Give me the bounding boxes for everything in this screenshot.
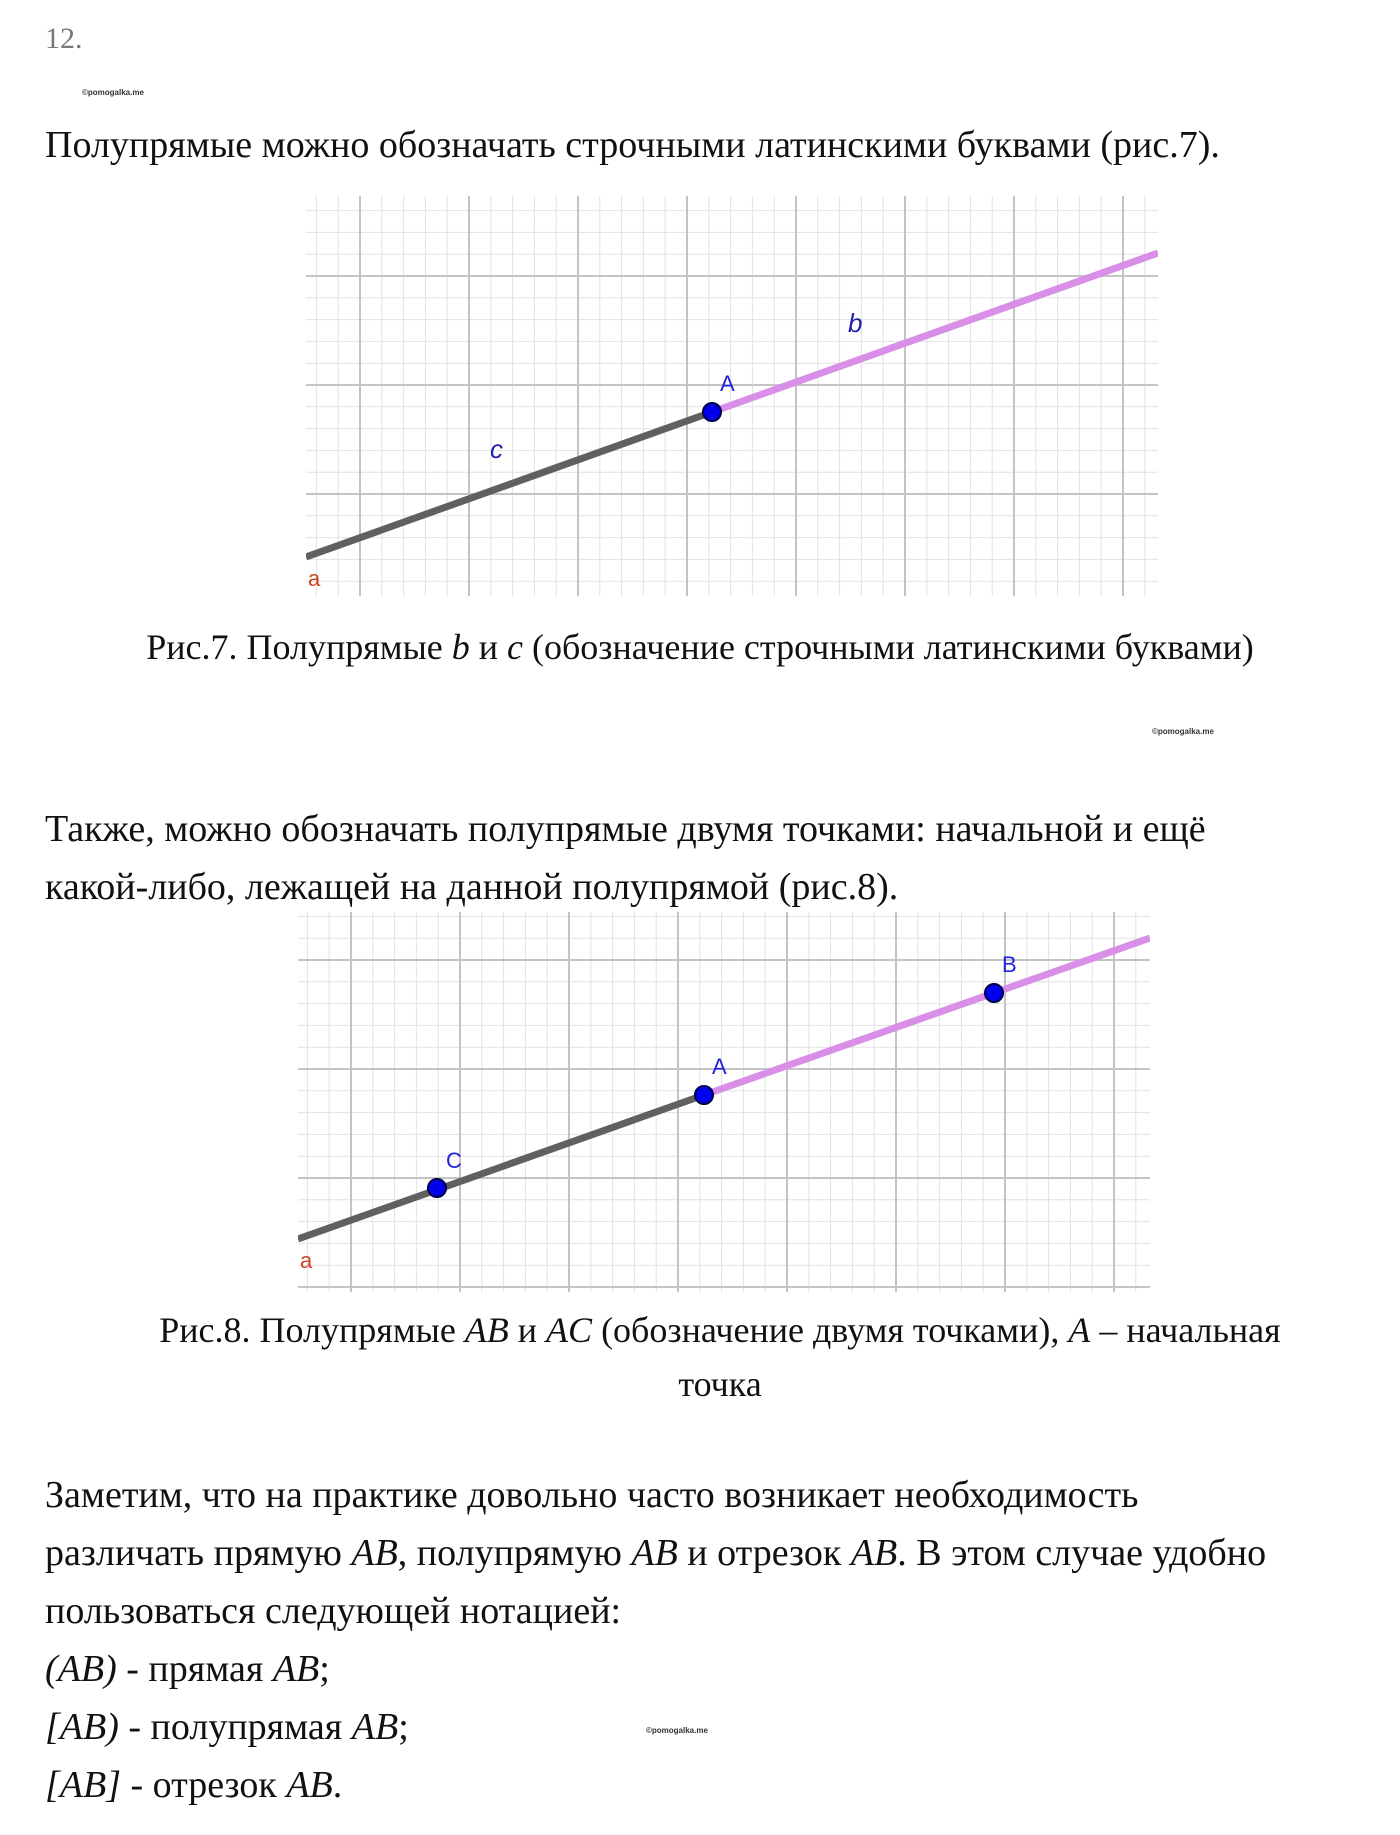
- watermark: ©pomogalka.me: [646, 1726, 708, 1735]
- notation-symbol: [AB]: [45, 1764, 121, 1806]
- ray-ab: [704, 938, 1150, 1095]
- caption-7-b: b: [451, 627, 470, 667]
- notation-line-3: [45, 1756, 1375, 1814]
- notation-end: .: [332, 1764, 343, 1806]
- caption-7-c: c: [507, 627, 523, 667]
- caption-7-rest: (обозначение строчными латинскими буквами): [523, 627, 1254, 667]
- point-a: [695, 1086, 713, 1104]
- caption-8: [0, 1303, 1400, 1411]
- notation-name: AB: [272, 1648, 320, 1690]
- paragraph-1: Полупрямые можно обозначать строчными латинскими буквами (рис.7).: [45, 124, 1220, 166]
- notation-text: - полупрямая: [118, 1706, 352, 1748]
- notation-symbol: (AB): [45, 1648, 117, 1690]
- caption-7-and: и: [469, 627, 508, 667]
- point-b: [985, 984, 1003, 1002]
- text-span: различать прямую: [45, 1532, 352, 1574]
- paragraph-3-line-2: [45, 1524, 1375, 1582]
- text-span: . В этом случае удобно: [897, 1532, 1267, 1574]
- point-a: [703, 403, 721, 421]
- caption-8-lead: Рис.8. Полупрямые: [159, 1310, 465, 1350]
- caption-8-ac: AC: [546, 1310, 593, 1350]
- paragraph-2-line-1: Также, можно обозначать полупрямые двумя точками: начальной и ещё: [45, 808, 1206, 850]
- point-b-label: B: [1002, 952, 1017, 977]
- caption-7-lead: Рис.7. Полупрямые: [146, 627, 452, 667]
- caption-7: [0, 620, 1400, 674]
- notation-end: ;: [319, 1648, 330, 1690]
- ray-b-label: b: [848, 308, 863, 338]
- caption-8-line-1: [0, 1303, 1400, 1357]
- notation-end: ;: [398, 1706, 409, 1748]
- notation-line-1: [45, 1640, 1375, 1698]
- notation-name: AB: [351, 1706, 399, 1748]
- text-span: , полупрямую: [397, 1532, 632, 1574]
- caption-8-and: и: [508, 1310, 547, 1350]
- paragraph-3-line-1: Заметим, что на практике довольно часто возникает необходимость: [45, 1474, 1139, 1516]
- point-a-label: A: [712, 1054, 727, 1079]
- notation-line-2: [45, 1698, 1375, 1756]
- watermark: ©pomogalka.me: [82, 88, 144, 97]
- ray-c-label: c: [490, 434, 503, 464]
- caption-8-ab: AB: [464, 1310, 509, 1350]
- notation-symbol: [AB): [45, 1706, 119, 1748]
- point-a-label: A: [720, 371, 735, 396]
- math-ab: AB: [850, 1532, 898, 1574]
- page-number: 12.: [45, 22, 83, 55]
- math-ab: AB: [631, 1532, 678, 1574]
- paragraph-2: [45, 800, 1375, 916]
- caption-8-a: A: [1068, 1310, 1091, 1350]
- paragraph-3-line-3: пользоваться следующей нотацией:: [45, 1590, 622, 1632]
- figure-7-grid: [306, 196, 1158, 596]
- paragraph-3: [45, 1466, 1375, 1814]
- notation-name: AB: [286, 1764, 333, 1806]
- math-ab: AB: [351, 1532, 398, 1574]
- figure-8-grid: [298, 912, 1150, 1292]
- ray-ac: [298, 1095, 704, 1239]
- point-c: [428, 1179, 446, 1197]
- notation-text: - прямая: [116, 1648, 273, 1690]
- line-a-label: a: [300, 1248, 313, 1273]
- caption-8-mid: (обозначение двумя точками),: [592, 1310, 1069, 1350]
- paragraph-2-line-2: какой-либо, лежащей на данной полупрямой (рис.8).: [45, 866, 899, 908]
- ray-c: [306, 412, 712, 557]
- caption-8-rest: – начальная: [1090, 1310, 1281, 1350]
- text-span: и отрезок: [677, 1532, 851, 1574]
- figure-7: [306, 196, 1158, 596]
- watermark: ©pomogalka.me: [1152, 727, 1214, 736]
- caption-8-line-2: точка: [678, 1364, 762, 1404]
- notation-text: - отрезок: [121, 1764, 287, 1806]
- point-c-label: C: [446, 1148, 462, 1173]
- figure-8: [298, 912, 1150, 1292]
- line-a-label: a: [308, 566, 321, 591]
